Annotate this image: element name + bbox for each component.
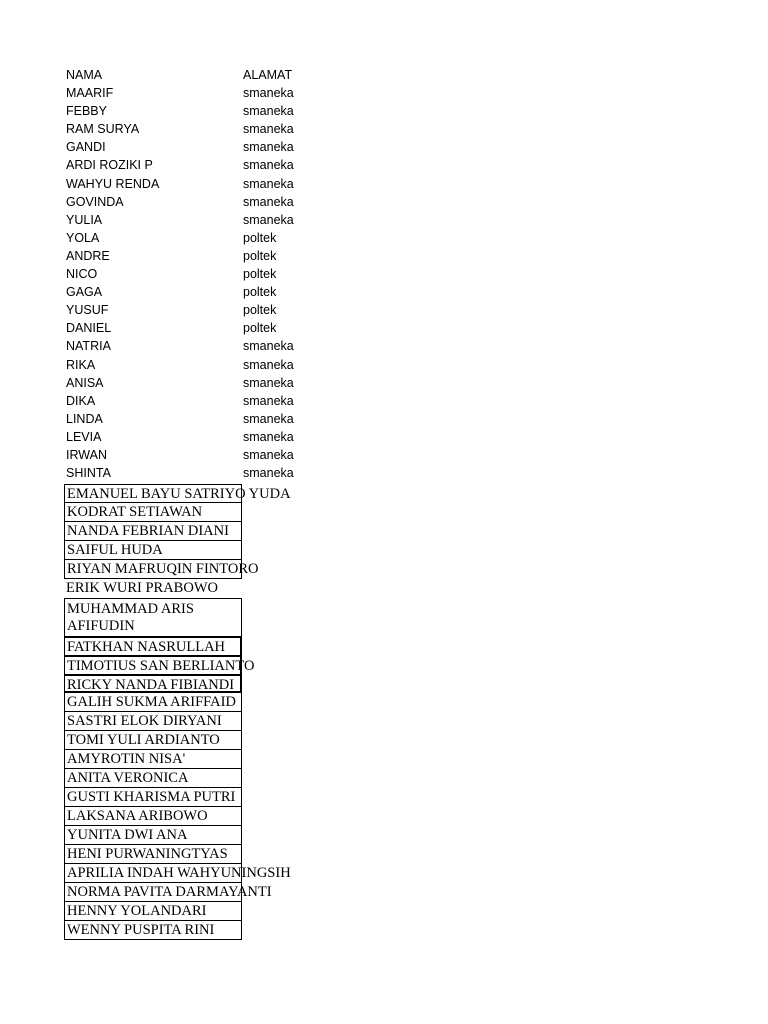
list-item: APRILIA INDAH WAHYUNINGSIH	[64, 864, 242, 883]
table-body	[66, 84, 386, 482]
table-row	[66, 84, 386, 102]
cell-nama: DIKA	[66, 393, 96, 408]
table-row	[66, 392, 386, 410]
table-row	[66, 428, 386, 446]
table-row	[66, 410, 386, 428]
cell-alamat: smaneka	[243, 447, 294, 462]
cell-nama: DANIEL	[66, 321, 112, 336]
cell-nama: YULIA	[66, 212, 103, 227]
cell-alamat: smaneka	[243, 140, 294, 155]
cell-alamat: smaneka	[243, 411, 294, 426]
cell-nama: IRWAN	[66, 447, 107, 462]
table-row	[66, 374, 386, 392]
name-address-table	[66, 66, 386, 482]
table-row	[66, 247, 386, 265]
table-row	[66, 175, 386, 193]
cell-alamat: smaneka	[243, 357, 294, 372]
cell-nama: FEBBY	[66, 104, 107, 119]
table-row	[66, 102, 386, 120]
cell-alamat: smaneka	[243, 429, 294, 444]
cell-nama: YOLA	[66, 230, 100, 245]
list-item: HENI PURWANINGTYAS	[64, 845, 242, 864]
list-item: RICKY NANDA FIBIANDI	[64, 674, 242, 693]
list-item: GUSTI KHARISMA PUTRI	[64, 788, 242, 807]
cell-alamat: poltek	[243, 248, 277, 263]
table-row	[66, 356, 386, 374]
cell-alamat: smaneka	[243, 176, 294, 191]
cell-nama: WAHYU RENDA	[66, 176, 160, 191]
cell-nama: NATRIA	[66, 339, 111, 354]
list-item: MUHAMMAD ARIS AFIFUDIN	[64, 598, 242, 636]
cell-nama: GAGA	[66, 285, 103, 300]
list-item: FATKHAN NASRULLAH	[64, 636, 242, 655]
table-row	[66, 211, 386, 229]
table-row	[66, 193, 386, 211]
table-row	[66, 229, 386, 247]
list-item: SAIFUL HUDA	[64, 541, 242, 560]
cell-alamat: poltek	[243, 303, 277, 318]
cell-alamat: smaneka	[243, 86, 294, 101]
cell-alamat: smaneka	[243, 339, 294, 354]
cell-alamat: poltek	[243, 321, 277, 336]
cell-alamat: smaneka	[243, 194, 294, 209]
header-alamat: ALAMAT	[243, 68, 293, 82]
cell-alamat: smaneka	[243, 466, 294, 481]
list-item: ERIK WURI PRABOWO	[66, 580, 218, 596]
cell-alamat: smaneka	[243, 122, 294, 137]
list-item: AMYROTIN NISA'	[64, 750, 242, 769]
cell-alamat: poltek	[243, 285, 277, 300]
cell-nama: LINDA	[66, 411, 103, 426]
list-item: GALIH SUKMA ARIFFAID	[64, 693, 242, 712]
list-item: WENNY PUSPITA RINI	[64, 921, 242, 940]
cell-nama: ARDI ROZIKI P	[66, 158, 153, 173]
list-item: KODRAT SETIAWAN	[64, 503, 242, 522]
cell-alamat: poltek	[243, 267, 277, 282]
list-item: TIMOTIUS SAN BERLIANTO	[64, 655, 242, 674]
boxed-name-list	[64, 484, 384, 940]
cell-alamat: smaneka	[243, 158, 294, 173]
list-item: HENNY YOLANDARI	[64, 902, 242, 921]
cell-nama: YUSUF	[66, 303, 109, 318]
cell-nama: ANDRE	[66, 248, 110, 263]
list-item: EMANUEL BAYU SATRIYO YUDA	[64, 484, 242, 503]
cell-nama: GOVINDA	[66, 194, 124, 209]
table-row	[66, 156, 386, 174]
cell-nama: NICO	[66, 267, 98, 282]
list-item: RIYAN MAFRUQIN FINTORO	[64, 560, 242, 579]
list-item: TOMI YULI ARDIANTO	[64, 731, 242, 750]
cell-nama: MAARIF	[66, 86, 114, 101]
table-row	[66, 265, 386, 283]
cell-nama: RAM SURYA	[66, 122, 140, 137]
table-row	[66, 301, 386, 319]
cell-alamat: smaneka	[243, 393, 294, 408]
table-row	[66, 337, 386, 355]
cell-nama: GANDI	[66, 140, 106, 155]
table-header	[66, 66, 386, 84]
cell-nama: RIKA	[66, 357, 96, 372]
list-item: NANDA FEBRIAN DIANI	[64, 522, 242, 541]
table-row	[66, 319, 386, 337]
table-row	[66, 464, 386, 482]
cell-alamat: smaneka	[243, 104, 294, 119]
list-item: SASTRI ELOK DIRYANI	[64, 712, 242, 731]
list-item: LAKSANA ARIBOWO	[64, 807, 242, 826]
cell-alamat: smaneka	[243, 375, 294, 390]
cell-nama: ANISA	[66, 375, 104, 390]
cell-nama: SHINTA	[66, 466, 111, 481]
cell-alamat: smaneka	[243, 212, 294, 227]
table-row	[66, 446, 386, 464]
table-row	[66, 138, 386, 156]
cell-nama: LEVIA	[66, 429, 102, 444]
cell-alamat: poltek	[243, 230, 277, 245]
header-nama: NAMA	[66, 68, 103, 82]
list-item: NORMA PAVITA DARMAYANTI	[64, 883, 242, 902]
table-row	[66, 283, 386, 301]
table-row	[66, 120, 386, 138]
list-item: ANITA VERONICA	[64, 769, 242, 788]
list-item: YUNITA DWI ANA	[64, 826, 242, 845]
